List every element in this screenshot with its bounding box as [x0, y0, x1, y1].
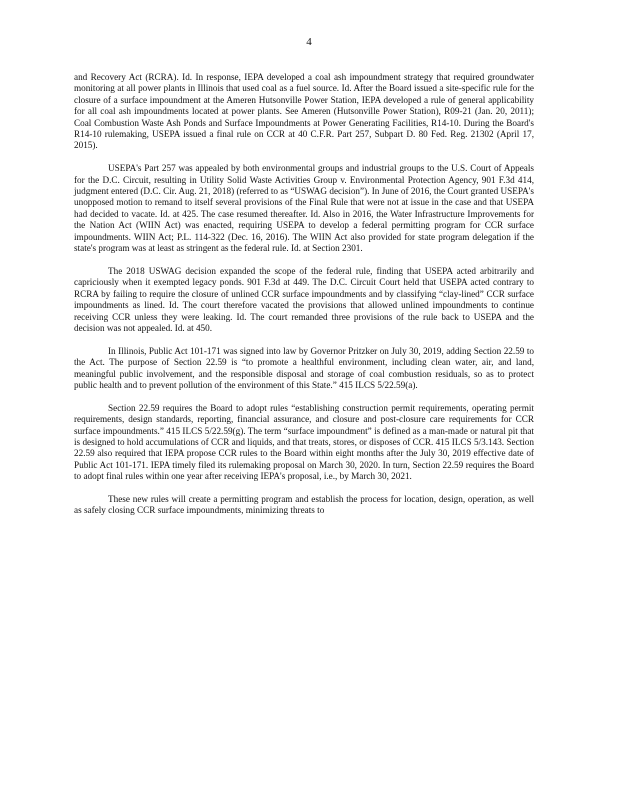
paragraph-6: These new rules will create a permitting program and establish the process for location, design, operation, as well as safely closing CCR surface impoundments, minimizing threats to	[74, 493, 534, 516]
paragraph-3: The 2018 USWAG decision expanded the scope of the federal rule, finding that USEPA acted arbitrarily and capriciously when it exempted legacy ponds. 901 F.3d at 449. The D.C. Circuit Court held that USEPA acted contrary to RCRA by failing to require the closure of unlined CCR surface impoundments and by classifying “clay-lined” CCR surface impoundments as lined. Id. The court therefore vacated the provisions that allowed unlined impoundments to continue receiving CCR unless they were leaking. Id. The court remanded three provisions of the rule back to USEPA and the decision was not appealed. Id. at 450.	[74, 265, 534, 333]
page-number: 4	[306, 36, 312, 48]
paragraph-5: Section 22.59 requires the Board to adopt rules “establishing construction permit requirements, operating permit requirements, design standards, reporting, financial assurance, and closure and post-closure care requirements for CCR surface impoundments.” 415 ILCS 5/22.59(g). The term “surface impoundment” is defined as a man-made or natural pit that is designed to hold accumulations of CCR and liquids, and that treats, stores, or disposes of CCR. 415 ILCS 5/3.143. Section 22.59 also required that IEPA propose CCR rules to the Board within eight months after the July 30, 2019 effective date of Public Act 101-171. IEPA timely filed its rulemaking proposal on March 30, 2020. In turn, Section 22.59 requires the Board to adopt final rules within one year after receiving IEPA's proposal, i.e., by March 30, 2021.	[74, 402, 534, 482]
paragraph-2: USEPA's Part 257 was appealed by both environmental groups and industrial groups to the U.S. Court of Appeals for the D.C. Circuit, resulting in Utility Solid Waste Activities Group v. Environmental Protection Agency, 901 F.3d 414, judgment entered (D.C. Cir. Aug. 21, 2018) (referred to as “USWAG decision”). In June of 2016, the Court granted USEPA's unopposed motion to remand to itself several provisions of the Final Rule that were not at issue in the case and that USEPA had decided to vacate. Id. at 425. The case resumed thereafter. Id. Also in 2016, the Water Infrastructure Improvements for the Nation Act (WIIN Act) was enacted, requiring USEPA to develop a federal permitting program for CCR surface impoundments. WIIN Act; P.L. 114-322 (Dec. 16, 2016). The WIIN Act also provided for state program delegation if the state's program was at least as stringent as the federal rule. Id. at Section 2301.	[74, 163, 534, 254]
paragraph-4: In Illinois, Public Act 101-171 was signed into law by Governor Pritzker on July 30, 2019, adding Section 22.59 to the Act. The purpose of Section 22.59 is “to promote a healthful environment, including clean water, air, and land, meaningful public involvement, and the responsible disposal and storage of coal combustion residuals, so as to protect public health and to prevent pollution of the environment of this State.” 415 ILCS 5/22.59(a).	[74, 345, 534, 390]
document-body	[74, 72, 534, 517]
paragraph-1: and Recovery Act (RCRA). Id. In response, IEPA developed a coal ash impoundment strategy that required groundwater monitoring at all power plants in Illinois that used coal as a fuel source. Id. After the Board issued a site-specific rule for the closure of a surface impoundment at the Ameren Hutsonville Power Station, IEPA developed a rule of general applicability for all coal ash impoundments located at power plants. See Ameren (Hutsonville Power Station), R09-21 (Jan. 20, 2011); Coal Combustion Waste Ash Ponds and Surface Impoundments at Power Generating Facilities, R14-10. During the Board's R14-10 rulemaking, USEPA issued a final rule on CCR at 40 C.F.R. Part 257, Subpart D. 80 Fed. Reg. 21302 (April 17, 2015).	[74, 72, 534, 151]
